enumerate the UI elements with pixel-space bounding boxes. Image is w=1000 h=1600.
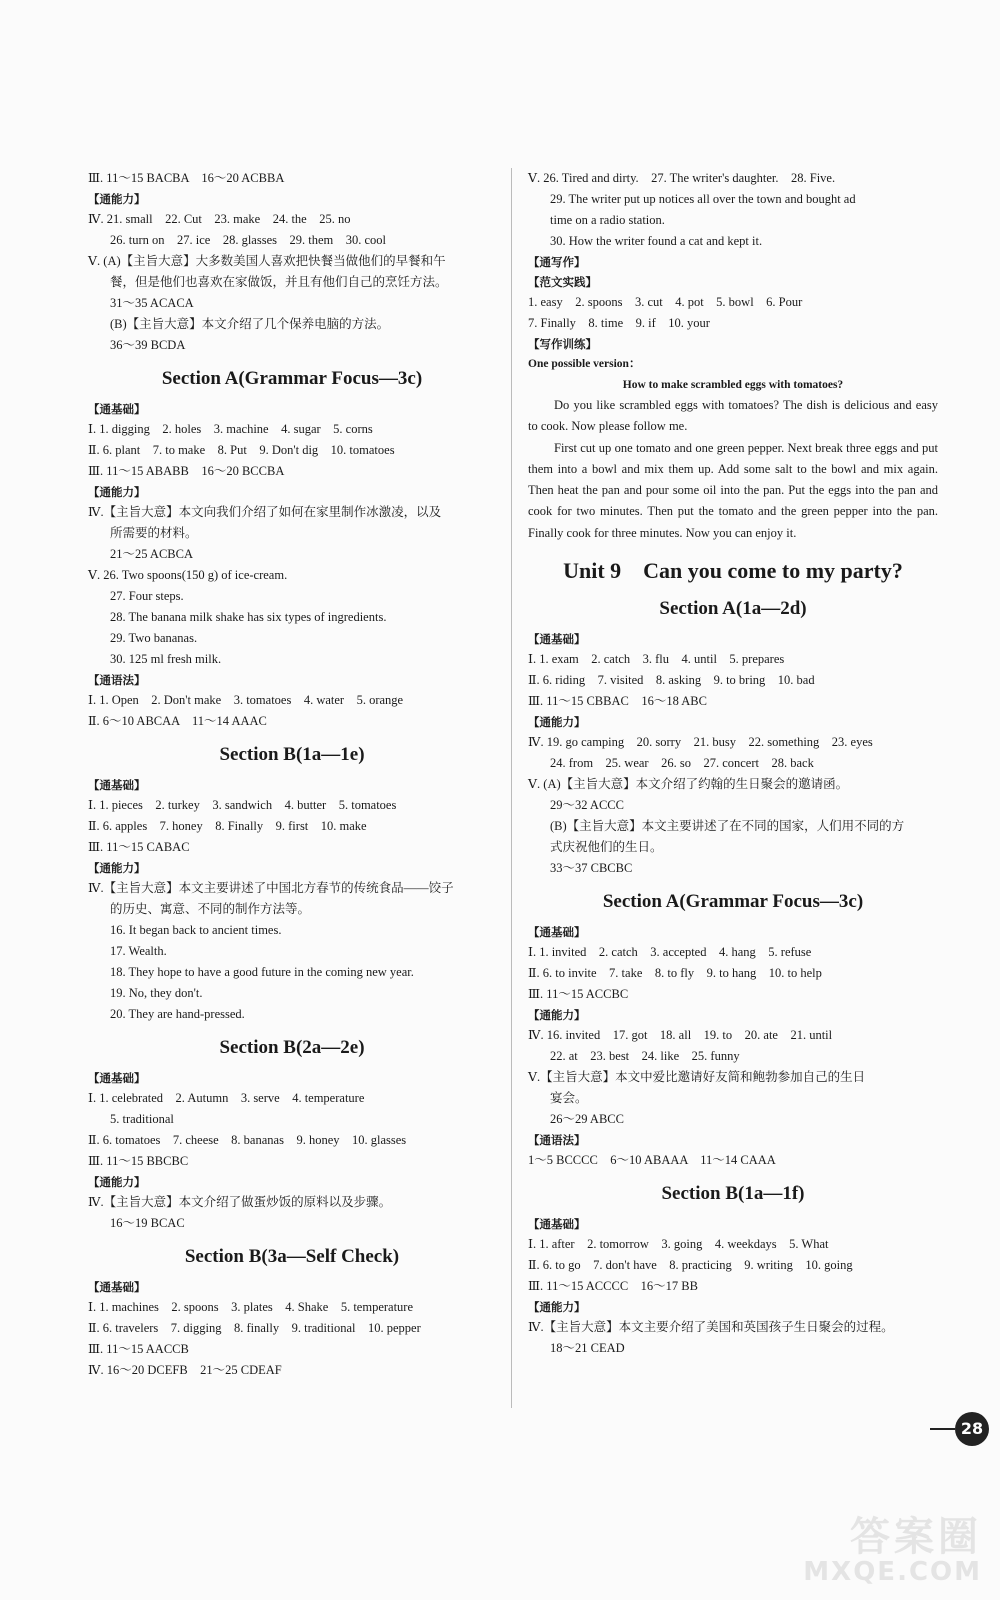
watermark <box>803 1516 982 1586</box>
answer-line: Ⅳ.【主旨大意】本文向我们介绍了如何在家里制作冰激凌，以及 <box>88 505 442 519</box>
answer-line: Ⅲ. 11～15 ACCBC <box>528 987 629 1002</box>
answer-line: Ⅳ. 19. go camping 20. sorry 21. busy 22. something 23. eyes <box>528 735 873 750</box>
subsection-label: 【通写作】 <box>528 255 586 269</box>
answer-line-indented: 29. The writer put up notices all over the town and bought ad <box>550 192 856 206</box>
answer-line-indented: 17. Wealth. <box>110 944 167 958</box>
answer-line: 1～5 BCCCC 6～10 ABAAA 11～14 CAAA <box>528 1153 776 1168</box>
section-heading: Section A(Grammar Focus—3c) <box>602 891 864 913</box>
answer-line: Ⅰ. 1. Open 2. Don't make 3. tomatoes 4. water 5. orange <box>88 693 404 707</box>
answer-line: Ⅰ. 1. after 2. tomorrow 3. going 4. weekdays 5. What <box>528 1237 829 1252</box>
answer-line: Ⅲ. 11～15 CBBAC 16～18 ABC <box>528 694 707 709</box>
answer-line-indented: 18～21 CEAD <box>550 1341 625 1356</box>
answer-line-indented: 29. Two bananas. <box>110 631 198 645</box>
answer-line: Ⅰ. 1. celebrated 2. Autumn 3. serve 4. temperature <box>88 1091 365 1105</box>
answer-line: Ⅲ. 11～15 ACCCC 16～17 BB <box>528 1279 698 1294</box>
answer-line: Ⅱ. 6. to go 7. don't have 8. practicing 9. writing 10. going <box>528 1258 853 1273</box>
answer-line-indented: 19. No, they don't. <box>110 986 203 1000</box>
subsection-label: 【范文实践】 <box>528 275 597 289</box>
subsection-label: 【通能力】 <box>88 192 146 206</box>
answer-line-indented: 28. The banana milk shake has six types of ingredients. <box>110 610 387 624</box>
answer-line-indented: 16. It began back to ancient times. <box>110 923 282 937</box>
essay-paragraph: Do you like scrambled eggs with tomatoes? The dish is delicious and easy to cook. Now please follow me. <box>528 398 938 434</box>
answer-line-indented: (B)【主旨大意】本文主要讲述了在不同的国家，人们用不同的方 <box>550 819 905 834</box>
answer-line-indented: 24. from 25. wear 26. so 27. concert 28. back <box>550 756 814 771</box>
answer-line-indented: 餐，但是他们也喜欢在家做饭，并且有他们自己的烹饪方法。 <box>110 275 448 289</box>
answer-line-indented: 29～32 ACCC <box>550 798 624 813</box>
answer-line-indented: 27. Four steps. <box>110 589 184 603</box>
answer-line: Ⅰ. 1. pieces 2. turkey 3. sandwich 4. butter 5. tomatoes <box>88 798 397 812</box>
answer-line-indented: 式庆祝他们的生日。 <box>550 840 663 855</box>
answer-line-indented: 33～37 CBCBC <box>550 861 633 876</box>
subsection-label: 【通语法】 <box>528 1133 586 1148</box>
watermark-site: MXQE.COM <box>803 1557 982 1587</box>
answer-line: Ⅱ. 6. travelers 7. digging 8. finally 9. traditional 10. pepper <box>88 1321 421 1335</box>
answer-line-indented: 36～39 BCDA <box>110 338 186 352</box>
answer-line: Ⅲ. 11～15 ABABB 16～20 BCCBA <box>88 464 285 478</box>
answer-line-indented: 的历史、寓意、不同的制作方法等。 <box>110 902 311 916</box>
answer-line-indented: 5. traditional <box>110 1112 174 1126</box>
section-heading: Section B(1a—1f) <box>661 1183 805 1205</box>
column-divider <box>511 168 512 1408</box>
subsection-label: 【通能力】 <box>528 715 586 730</box>
answer-line-indented: 22. at 23. best 24. like 25. funny <box>550 1049 740 1064</box>
subsection-label: 【通基础】 <box>528 1217 586 1232</box>
answer-line: Ⅳ.【主旨大意】本文主要讲述了中国北方春节的传统食品——饺子 <box>88 881 454 895</box>
answer-line: Ⅰ. 1. machines 2. spoons 3. plates 4. Shake 5. temperature <box>88 1300 414 1314</box>
answer-line-indented: 所需要的材料。 <box>110 526 198 540</box>
answer-line-indented: 21～25 ACBCA <box>110 547 194 561</box>
answer-line-indented: (B)【主旨大意】本文介绍了几个保养电脑的方法。 <box>110 317 390 331</box>
answer-line-indented: 16～19 BCAC <box>110 1216 185 1230</box>
answer-line-indented: 宴会。 <box>550 1091 588 1106</box>
answer-line-indented: 30. How the writer found a cat and kept it. <box>550 234 763 248</box>
answer-line: Ⅳ. 16. invited 17. got 18. all 19. to 20. ate 21. until <box>528 1028 833 1043</box>
page-number-tick <box>930 1428 955 1430</box>
answer-line-indented: 18. They hope to have a good future in the coming new year. <box>110 965 414 979</box>
section-heading: Section B(3a—Self Check) <box>184 1246 400 1267</box>
subsection-label: 【通基础】 <box>528 632 586 647</box>
answer-line: Ⅳ. 16～20 DCEFB 21～25 CDEAF <box>88 1363 282 1377</box>
answer-line: Ⅱ. 6～10 ABCAA 11～14 AAAC <box>88 714 267 728</box>
section-heading: Section A(Grammar Focus—3c) <box>161 368 423 389</box>
answer-line: Ⅱ. 6. tomatoes 7. cheese 8. bananas 9. honey 10. glasses <box>88 1133 407 1147</box>
section-heading: Section B(2a—2e) <box>219 1037 365 1058</box>
subsection-label: 【通能力】 <box>88 485 146 499</box>
answer-line: Ⅴ. 26. Two spoons(150 g) of ice-cream. <box>88 568 288 582</box>
essay-paragraph: First cut up one tomato and one green pepper. Next break three eggs and put them into a bowl and mix them up. Add some salt to the bowl and mix again. Then heat the pan and pour some oil into the pan. Put the eggs into the pan and cook for two minutes. Then put the tomato and the green pepper into the pan. Finally cook for three minutes. Now you can enjoy it. <box>528 440 938 540</box>
answer-line-indented: 31～35 ACACA <box>110 296 194 310</box>
answer-line-indented: 30. 125 ml fresh milk. <box>110 652 222 666</box>
subsection-label: 【通基础】 <box>88 402 146 416</box>
answer-line: Ⅲ. 11～15 BACBA 16～20 ACBBA <box>88 171 285 185</box>
subsection-label: 【通能力】 <box>88 861 146 875</box>
answer-line: Ⅳ.【主旨大意】本文主要介绍了美国和英国孩子生日聚会的过程。 <box>528 1320 894 1335</box>
watermark-logo: 答案圈 <box>850 1514 982 1560</box>
answer-line-indented: 26. turn on 27. ice 28. glasses 29. them 30. cool <box>110 233 387 247</box>
answer-line: Ⅰ. 1. invited 2. catch 3. accepted 4. hang 5. refuse <box>528 945 812 960</box>
subsection-label: 【通能力】 <box>528 1300 586 1315</box>
subsection-label: 【通基础】 <box>88 1280 146 1294</box>
answer-line: Ⅱ. 6. apples 7. honey 8. Finally 9. first 10. make <box>88 819 367 833</box>
essay-title: How to make scrambled eggs with tomatoes? <box>622 379 844 391</box>
subsection-label: 【通能力】 <box>88 1175 146 1189</box>
left-column <box>88 168 496 1381</box>
answer-line: Ⅲ. 11～15 AACCB <box>88 1342 189 1356</box>
answer-line-indented: 26～29 ABCC <box>550 1112 624 1127</box>
answer-line: Ⅴ. (A)【主旨大意】本文介绍了约翰的生日聚会的邀请函。 <box>528 777 849 792</box>
answer-line: Ⅲ. 11～15 CABAC <box>88 840 190 854</box>
answer-line: Ⅳ.【主旨大意】本文介绍了做蛋炒饭的原料以及步骤。 <box>88 1195 392 1209</box>
subsection-label: 【通基础】 <box>528 925 586 940</box>
answer-line: Ⅴ.【主旨大意】本文中爱比邀请好友简和鲍勃参加自己的生日 <box>528 1070 866 1085</box>
version-label: One possible version： <box>528 358 641 370</box>
subsection-label: 【通基础】 <box>88 1071 146 1085</box>
answer-line: Ⅴ. (A)【主旨大意】大多数美国人喜欢把快餐当做他们的早餐和午 <box>88 254 446 268</box>
answer-line: Ⅱ. 6. riding 7. visited 8. asking 9. to bring 10. bad <box>528 673 815 688</box>
subsection-label: 【通语法】 <box>88 673 146 687</box>
answer-line-indented: time on a radio station. <box>550 213 665 227</box>
answer-line: Ⅰ. 1. digging 2. holes 3. machine 4. sugar 5. corns <box>88 422 373 436</box>
page-number: 28 <box>955 1412 989 1446</box>
subsection-label: 【通能力】 <box>528 1008 586 1023</box>
answer-line: Ⅴ. 26. Tired and dirty. 27. The writer's daughter. 28. Five. <box>528 171 836 185</box>
answer-line: Ⅱ. 6. plant 7. to make 8. Put 9. Don't dig 10. tomatoes <box>88 443 395 457</box>
unit-heading: Unit 9 Can you come to my party? <box>563 558 903 584</box>
answer-line: 1. easy 2. spoons 3. cut 4. pot 5. bowl 6. Pour <box>528 295 803 309</box>
answer-line: Ⅰ. 1. exam 2. catch 3. flu 4. until 5. prepares <box>528 652 785 667</box>
answer-line-indented: 20. They are hand-pressed. <box>110 1007 245 1021</box>
subsection-label: 【写作训练】 <box>528 337 597 351</box>
section-heading: Section B(1a—1e) <box>219 744 365 765</box>
answer-line: 7. Finally 8. time 9. if 10. your <box>528 316 710 330</box>
subsection-label: 【通基础】 <box>88 778 146 792</box>
answer-line: Ⅳ. 21. small 22. Cut 23. make 24. the 25. no <box>88 212 351 226</box>
answer-line: Ⅱ. 6. to invite 7. take 8. to fly 9. to hang 10. to help <box>528 966 822 981</box>
section-heading: Section A(1a—2d) <box>659 598 807 620</box>
answer-line: Ⅲ. 11～15 BBCBC <box>88 1154 189 1168</box>
right-column <box>528 168 938 1359</box>
